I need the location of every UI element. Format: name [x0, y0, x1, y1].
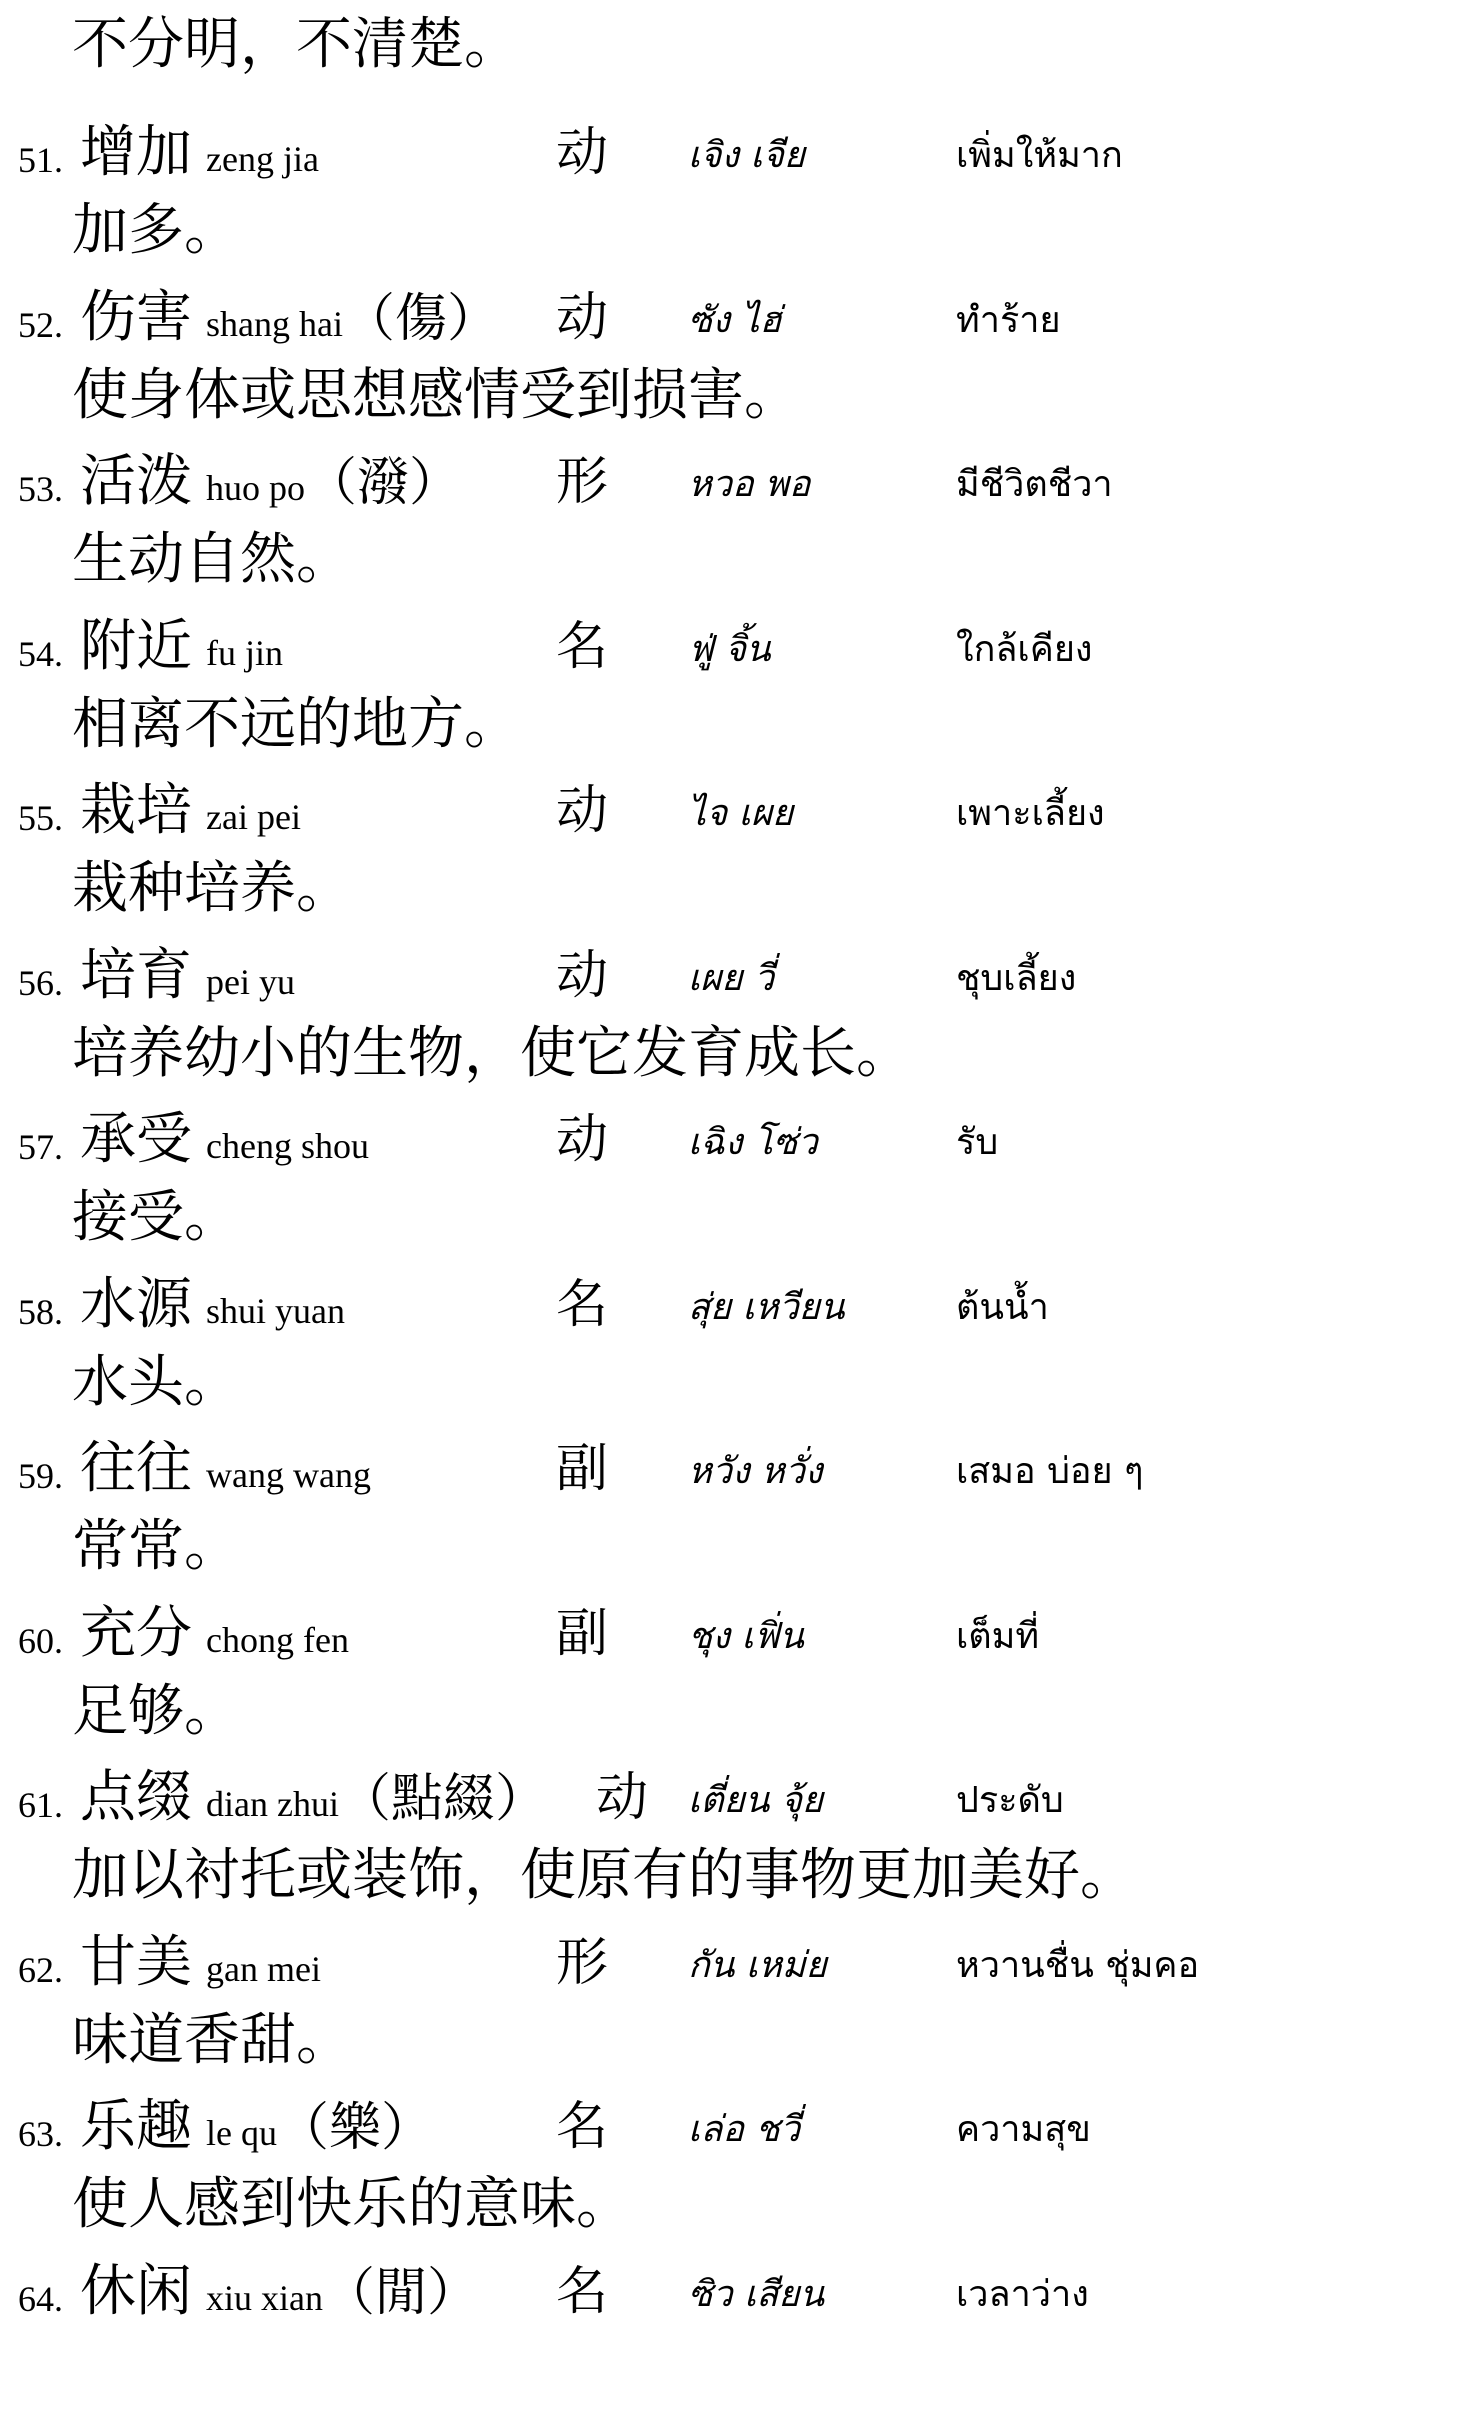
entry-headline	[0, 110, 1466, 190]
part-of-speech: 名	[556, 616, 609, 677]
entry-headline	[0, 768, 1466, 848]
entry-headline	[0, 2084, 1466, 2164]
entry-number: 53.	[18, 469, 63, 509]
entry-headline	[0, 2249, 1466, 2329]
headword-chinese: 培育	[80, 942, 192, 1008]
thai-pronunciation: ฟู่ จิ้น	[688, 628, 771, 670]
dictionary-entry	[0, 1591, 1466, 1753]
part-of-speech: 副	[556, 1439, 609, 1499]
thai-meaning: เพิ่มให้มาก	[956, 135, 1123, 176]
part-of-speech: 动	[556, 1110, 609, 1170]
thai-pronunciation: ไจ เผย	[688, 793, 794, 834]
entry-number: 61.	[18, 1785, 63, 1825]
thai-meaning: ประดับ	[956, 1780, 1064, 1821]
entry-headword	[80, 1270, 345, 1346]
entry-number: 60.	[18, 1620, 63, 1661]
entry-number: 51.	[18, 140, 63, 180]
entry-definition: 水头。	[72, 1349, 240, 1415]
headword-pinyin: pei yu	[206, 961, 295, 1002]
headword-chinese: 承受	[80, 1107, 192, 1172]
dictionary-entry	[0, 604, 1466, 766]
headword-pinyin: gan mei	[206, 1948, 321, 1989]
dictionary-entry	[0, 439, 1466, 601]
thai-pronunciation: หวอ พอ	[688, 464, 811, 505]
headword-chinese: 水源	[80, 1271, 192, 1337]
entry-headword	[80, 776, 301, 852]
entry-headword	[80, 1763, 547, 1839]
traditional-form: （點綴）	[338, 1769, 547, 1829]
part-of-speech: 形	[556, 452, 609, 512]
entry-definition: 相离不远的地方。	[72, 691, 520, 757]
entry-definition: 培养幼小的生物，使它发育成长。	[72, 1020, 912, 1086]
entry-number: 62.	[18, 1949, 63, 1990]
entry-headword	[80, 118, 319, 194]
headword-chinese: 甘美	[80, 1929, 192, 1995]
entry-definition: 使人感到快乐的意味。	[72, 2172, 632, 2237]
entry-definition: 接受。	[72, 1185, 240, 1250]
headword-chinese: 休闲	[80, 2258, 192, 2324]
entry-headline	[0, 1262, 1466, 1342]
traditional-form: （潑）	[305, 453, 462, 513]
dictionary-entry	[0, 1920, 1466, 2082]
entry-headword	[80, 941, 295, 1017]
headword-chinese: 栽培	[80, 778, 192, 843]
thai-pronunciation: เล่อ ชวี่	[688, 2109, 801, 2150]
entry-headword	[80, 447, 461, 523]
entry-headword	[80, 1434, 371, 1510]
entry-headword	[80, 612, 283, 688]
entry-headline	[0, 1920, 1466, 2000]
dictionary-entry	[0, 1262, 1466, 1424]
dictionary-entry	[0, 275, 1466, 437]
definition-continued: 不分明，不清楚。	[72, 12, 520, 77]
headword-chinese: 充分	[80, 1600, 192, 1666]
entry-headword	[80, 2092, 433, 2168]
entry-headline	[0, 933, 1466, 1013]
entry-definition: 加以衬托或装饰，使原有的事物更加美好。	[72, 1843, 1136, 1908]
thai-pronunciation: กัน เหม่ย	[688, 1944, 827, 1986]
thai-pronunciation: เจิง เจีย	[688, 135, 805, 176]
dictionary-entry	[0, 933, 1466, 1095]
entry-definition: 生动自然。	[72, 527, 352, 592]
entry-headline	[0, 1097, 1466, 1177]
headword-pinyin: zai pei	[206, 797, 301, 837]
headword-chinese: 附近	[80, 613, 192, 679]
thai-pronunciation: ชุง เฟิ่น	[688, 1615, 804, 1657]
headword-chinese: 伤害	[80, 284, 192, 350]
entry-definition: 常常。	[72, 1514, 240, 1579]
headword-chinese: 增加	[80, 120, 192, 185]
entry-headword	[80, 2257, 479, 2333]
entry-number: 54.	[18, 633, 63, 674]
entry-headline	[0, 1755, 1466, 1835]
headword-chinese: 点缀	[80, 1765, 192, 1830]
dictionary-entry	[0, 1426, 1466, 1588]
entry-headline	[0, 604, 1466, 684]
dictionary-entry	[0, 1097, 1466, 1259]
part-of-speech: 名	[556, 2097, 609, 2157]
entry-headword	[80, 1928, 321, 2004]
thai-meaning: หวานชื่น ชุ่มคอ	[956, 1944, 1200, 1986]
thai-meaning: เสมอ บ่อย ๆ	[956, 1451, 1144, 1492]
thai-meaning: รับ	[956, 1122, 999, 1163]
entry-number: 59.	[18, 1456, 63, 1496]
entry-number: 52.	[18, 304, 63, 345]
thai-meaning: เพาะเลี้ยง	[956, 793, 1105, 834]
headword-pinyin: chong fen	[206, 1619, 349, 1660]
entry-number: 57.	[18, 1127, 63, 1167]
entry-headword	[80, 283, 499, 359]
headword-pinyin: shang hai	[206, 303, 343, 344]
part-of-speech: 形	[556, 1932, 609, 1993]
entry-headline	[0, 275, 1466, 355]
entry-definition: 栽种培养。	[72, 856, 352, 921]
thai-pronunciation: ซัง ไฮ่	[688, 299, 782, 341]
thai-pronunciation: เผย วี่	[688, 957, 775, 999]
thai-meaning: ความสุข	[956, 2109, 1091, 2150]
thai-pronunciation: หวัง หวั่ง	[688, 1451, 823, 1492]
part-of-speech: 动	[556, 781, 609, 841]
part-of-speech: 动	[556, 123, 609, 183]
entry-headline	[0, 439, 1466, 519]
entry-number: 55.	[18, 798, 63, 838]
headword-pinyin: dian zhui	[206, 1784, 339, 1824]
headword-pinyin: wang wang	[206, 1455, 371, 1495]
headword-chinese: 乐趣	[80, 2094, 192, 2159]
part-of-speech: 名	[556, 2261, 609, 2322]
thai-meaning: ทำร้าย	[956, 299, 1061, 341]
part-of-speech: 动	[596, 1768, 649, 1828]
entry-number: 64.	[18, 2278, 63, 2319]
thai-meaning: ชุบเลี้ยง	[956, 957, 1077, 999]
dictionary-entry	[0, 2084, 1466, 2246]
entry-headword	[80, 1599, 349, 1675]
headword-pinyin: zeng jia	[206, 139, 319, 179]
dictionary-entry	[0, 110, 1466, 272]
thai-pronunciation: ซิว เสียน	[688, 2273, 825, 2315]
thai-meaning: ใกล้เคียง	[956, 628, 1093, 670]
dictionary-entry	[0, 2249, 1466, 2411]
thai-pronunciation: เฉิง โซ่ว	[688, 1122, 818, 1163]
traditional-form: （閒）	[322, 2262, 479, 2323]
thai-pronunciation: เตี่ยน จุ้ย	[688, 1780, 824, 1821]
part-of-speech: 副	[556, 1603, 609, 1664]
part-of-speech: 动	[556, 287, 609, 348]
entry-definition: 足够。	[72, 1678, 240, 1744]
part-of-speech: 名	[556, 1274, 609, 1335]
entry-definition: 使身体或思想感情受到损害。	[72, 362, 800, 428]
headword-chinese: 往往	[80, 1436, 192, 1501]
headword-pinyin: le qu	[206, 2113, 277, 2153]
headword-pinyin: shui yuan	[206, 1290, 345, 1331]
entry-number: 56.	[18, 962, 63, 1003]
traditional-form: （樂）	[276, 2098, 433, 2158]
entry-headline	[0, 1591, 1466, 1671]
thai-meaning: ต้นน้ำ	[956, 1286, 1049, 1328]
headword-pinyin: huo po	[206, 468, 305, 508]
part-of-speech: 动	[556, 945, 609, 1006]
entry-headline	[0, 1426, 1466, 1506]
dictionary-entry	[0, 768, 1466, 930]
headword-chinese: 活泼	[80, 449, 192, 514]
headword-pinyin: fu jin	[206, 632, 283, 673]
thai-meaning: เวลาว่าง	[956, 2273, 1089, 2315]
entry-definition: 味道香甜。	[72, 2007, 352, 2073]
entry-headword	[80, 1105, 369, 1181]
entry-definition: 加多。	[72, 198, 240, 263]
thai-pronunciation: สุ่ย เหวียน	[688, 1286, 845, 1328]
traditional-form: （傷）	[342, 288, 499, 349]
dictionary-entry	[0, 1755, 1466, 1917]
headword-pinyin: xiu xian	[206, 2277, 323, 2318]
headword-pinyin: cheng shou	[206, 1126, 369, 1166]
entry-number: 58.	[18, 1291, 63, 1332]
thai-meaning: มีชีวิตชีวา	[956, 464, 1113, 505]
thai-meaning: เต็มที่	[956, 1615, 1040, 1657]
entry-number: 63.	[18, 2114, 63, 2154]
